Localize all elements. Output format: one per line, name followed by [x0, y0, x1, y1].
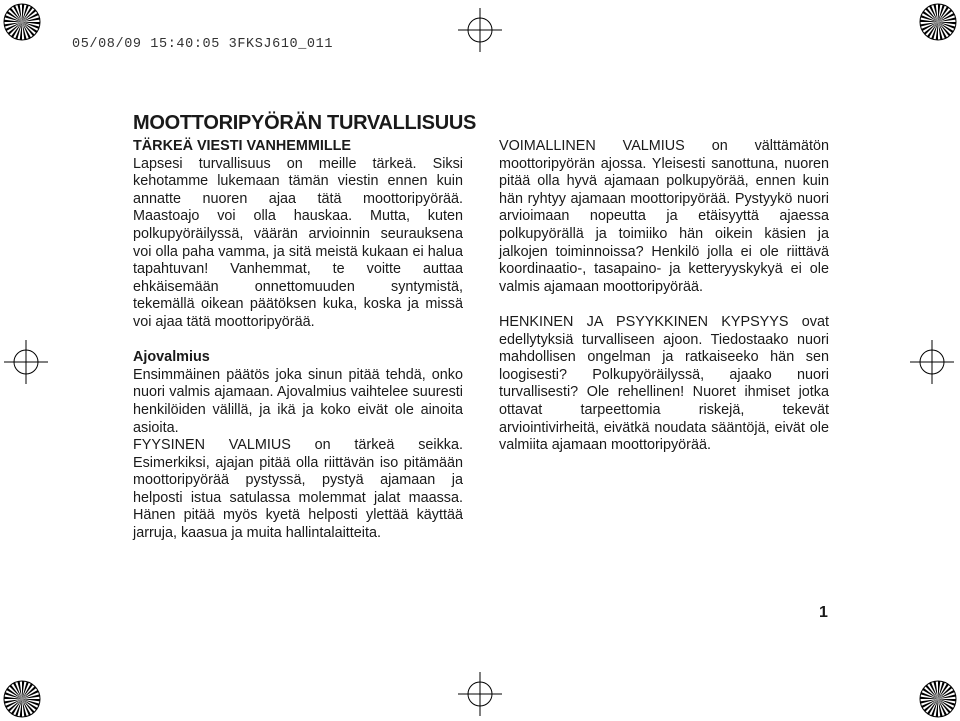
crosshair-left-middle: [4, 340, 48, 384]
page-title: MOOTTORIPYÖRÄN TURVALLISUUS: [133, 112, 477, 134]
parents-message-text: Lapsesi turvallisuus on meille tärkeä. Siksi kehotamme lukemaan tämän viestin ennen kuin annatte nuoren ajaa tätä moottoripyörää. Maastoajo voi olla hauskaa. Mutta, kuten polkupyöräilyssä, väärän arvioinnin seurauksena voi olla paha vamma, ja sitä meistä kukaan ei halua tapahtuvan! Vanhemmat, te voitte auttaa ehkäisemään onnettomuuden syntymistä, tekemällä oikean päätöksen kuka, koska ja missä voi ajaa tätä moottoripyörää.: [133, 155, 463, 330]
crosshair-right-middle: [910, 340, 954, 384]
physical-readiness-text: FYYSINEN VALMIUS on tärkeä seikka. Esimerkiksi, ajajan pitää olla riittävän iso pitämään moottoripyörää pystyssä, pystyä ajamaan ja helposti istua satulassa molemmat jalat maassa. Hänen pitää myös kyetä helposti ylettää käyttää jarruja, kaasua ja muita hallintalaitteita.: [133, 437, 463, 542]
registration-starburst-top-left: [2, 2, 42, 42]
right-column: [499, 138, 829, 455]
registration-starburst-top-right: [918, 2, 958, 42]
left-column: [133, 138, 463, 543]
readiness-text: Ensimmäinen päätös joka sinun pitää tehdä, onko nuori valmis ajamaan. Ajovalmius vaihtelee suuresti henkilöiden välillä, ja ikä ja koko eivät ole ainoita asioita.: [133, 366, 463, 436]
crosshair-bottom-center: [458, 672, 502, 716]
readiness-heading: Ajovalmius: [133, 349, 210, 366]
ability-readiness-text: VOIMALLINEN VALMIUS on välttämätön moottoripyörän ajossa. Yleisesti sanottuna, nuoren pitää olla hyvä ajamaan polkupyörää, ennen kuin hän ryhtyy ajamaan moottoripyörää. Pystyykö nuori arvioimaan nopeutta ja etäisyyttä ajaessa polkupyörällä ja toimiiko hän oikein käsien ja jalkojen toiminnoissa? Henkilö jolla ei ole riittävä koordinaatio-, tasapaino- ja ketteryyskykyä ei ole valmis ajamaan moottoripyörää.: [499, 138, 829, 295]
registration-starburst-bottom-left: [2, 679, 42, 719]
crosshair-top-center: [458, 8, 502, 52]
parents-message-heading: TÄRKEÄ VIESTI VANHEMMILLE: [133, 138, 351, 154]
print-slug-line: 05/08/09 15:40:05 3FKSJ610_011: [72, 37, 334, 52]
registration-starburst-bottom-right: [918, 679, 958, 719]
page-number: 1: [819, 604, 828, 621]
mental-maturity-text: HENKINEN JA PSYYKKINEN KYPSYYS ovat edellytyksiä turvalliseen ajoon. Tiedostaako nuori mahdollisen ongelman ja ratkaiseeko hän sen loogisesti? Polkupyöräilyssä, ajaako nuori turvallisesti? Ole rehellinen! Nuoret ihmiset jotka ottavat tarpeettomia riskejä, tekevät arviointivirheitä, eivätkä noudata sääntöjä, eivät ole valmiita ajamaan moottoripyörää.: [499, 313, 829, 454]
